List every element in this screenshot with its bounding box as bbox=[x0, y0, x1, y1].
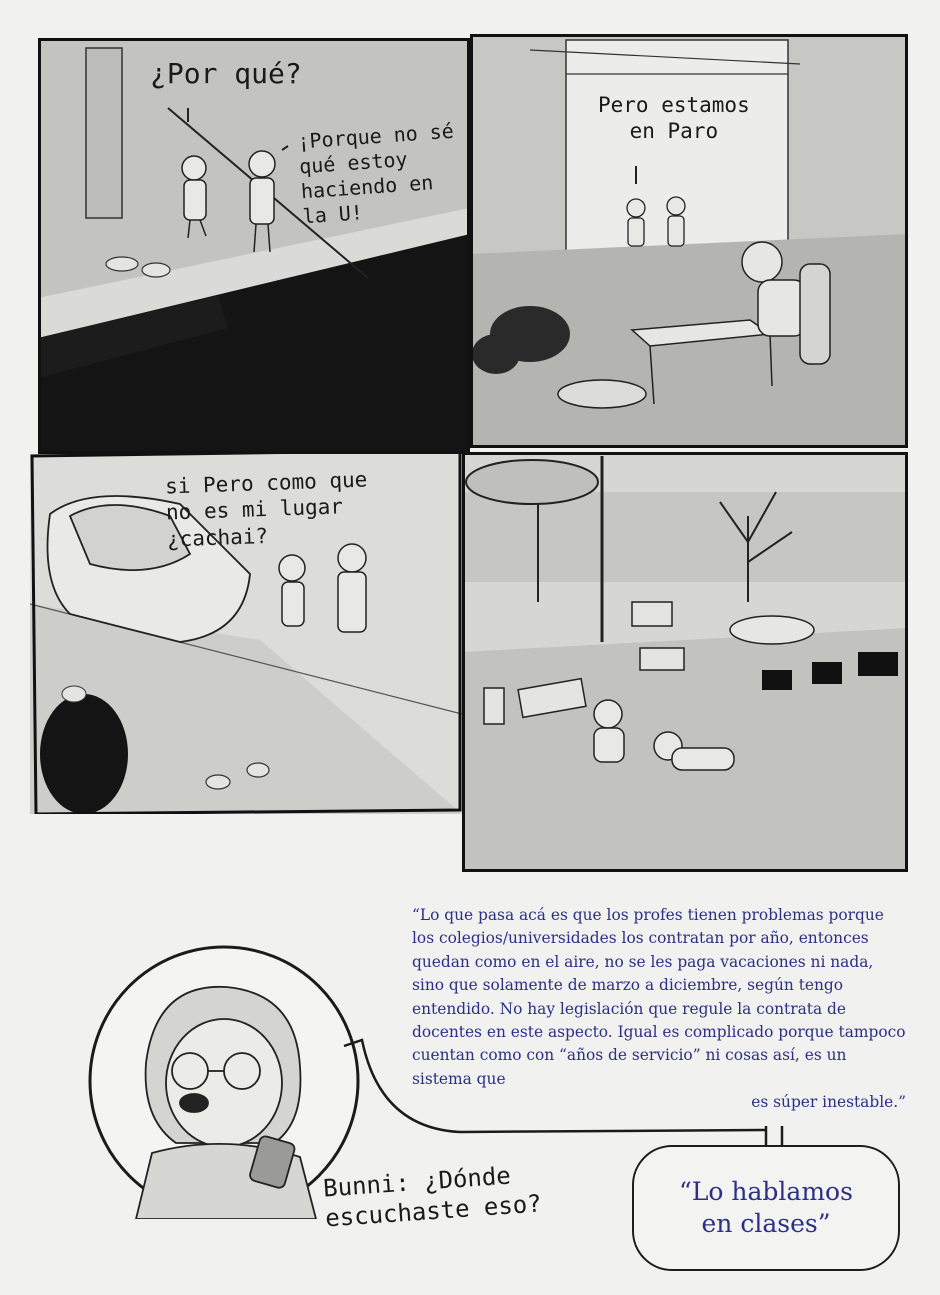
panel-3 bbox=[30, 454, 462, 814]
panel-1-art bbox=[38, 38, 470, 454]
dog bbox=[558, 380, 646, 408]
reply-text: “Lo hablamos en clases” bbox=[679, 1176, 853, 1238]
figure-right bbox=[338, 544, 366, 632]
quote-body: “Lo que pasa acá es que los profes tienen problemas porque los colegios/universidades los contratan por año, entonces quedan como en el aire, no se les paga vacaciones ni nada, sino que solamente de marzo a diciembre, según tengo entendido. No hay legislación que regule la contrata de docentes en este aspecto. Igual es complicado porque tampoco cuentan como con “años de servicio” ni cosas así, es un sistema que bbox=[412, 906, 906, 1088]
quote-ending: es súper inestable.” bbox=[751, 1093, 906, 1112]
reply-bubble bbox=[632, 1145, 900, 1271]
speech-por-que: ¿Por qué? bbox=[150, 57, 302, 90]
panel-4-art bbox=[462, 452, 908, 872]
panel-1 bbox=[38, 38, 470, 454]
speech-estamos-en-paro: Pero estamos en Paro bbox=[598, 93, 750, 144]
trash-bin bbox=[40, 694, 128, 814]
speech-no-es-mi-lugar: si Pero como que no es mi lugar ¿cachai? bbox=[164, 467, 368, 552]
panel-2 bbox=[470, 34, 908, 448]
person-sitting bbox=[594, 700, 624, 762]
panel-4 bbox=[462, 452, 908, 872]
bunni-question: Bunni: ¿Dónde escuchaste eso? bbox=[322, 1161, 543, 1233]
quote-text bbox=[412, 904, 906, 1115]
bunni-portrait bbox=[136, 987, 316, 1219]
figure-left bbox=[279, 555, 305, 626]
speech-porque-no-se: ¡Porque no sé qué estoy haciendo en la U! bbox=[296, 118, 455, 229]
fountain bbox=[730, 616, 814, 644]
bunni-portrait-bubble bbox=[86, 943, 362, 1219]
